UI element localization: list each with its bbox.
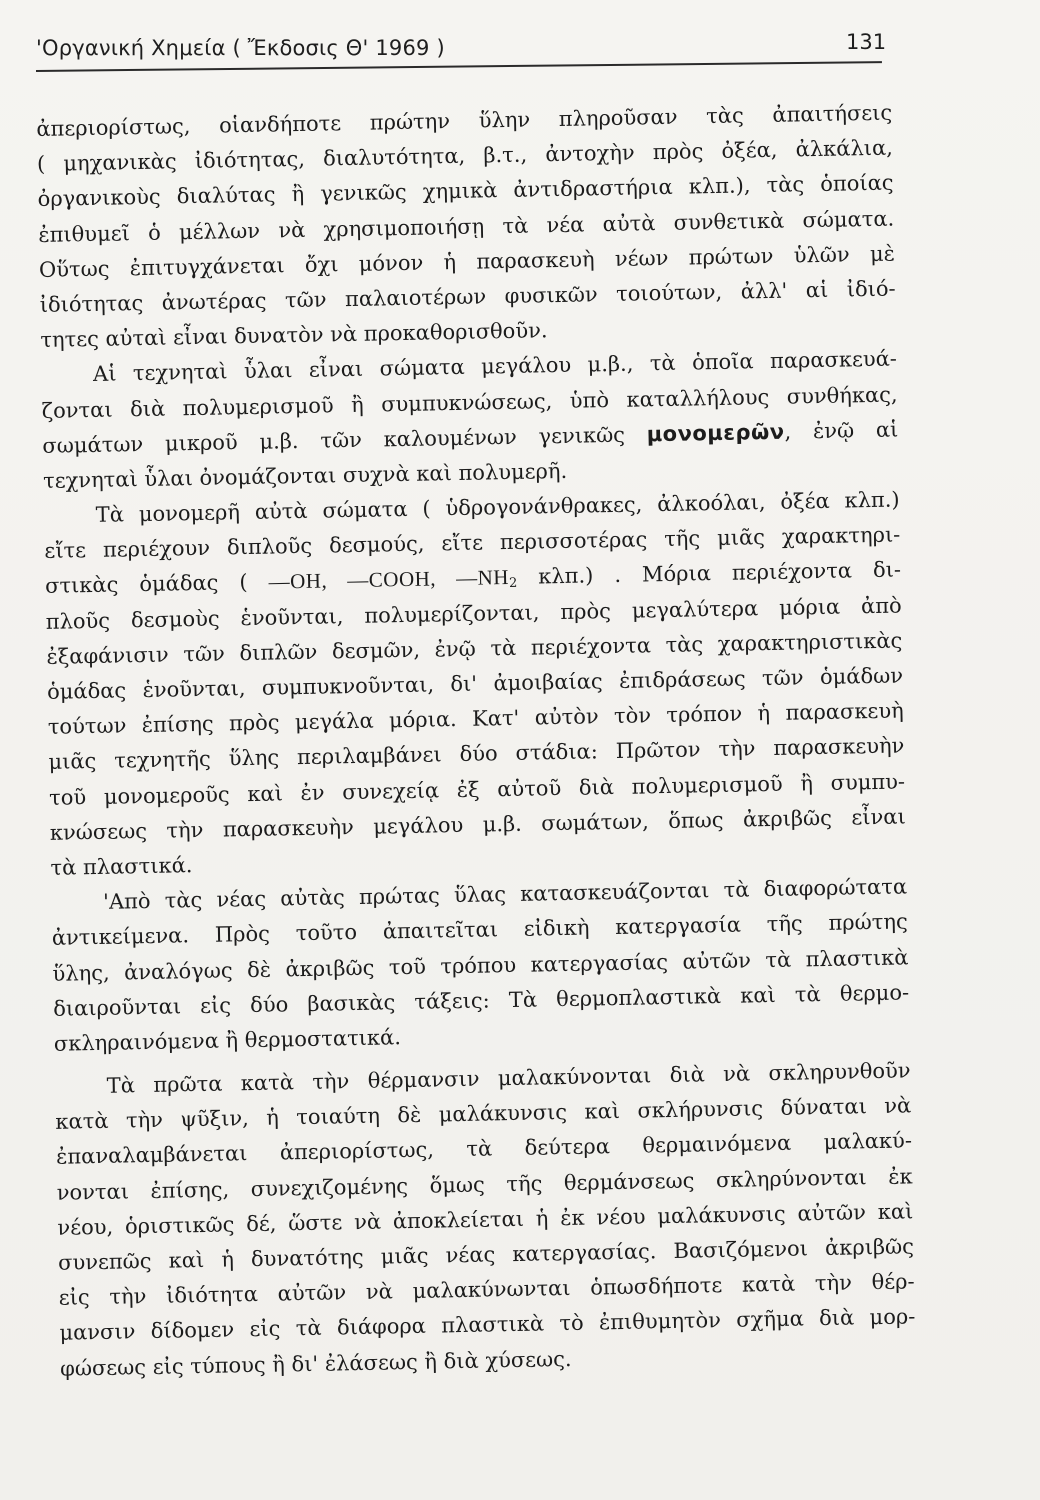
text-line: ζονται διὰ πολυμερισμοῦ ἢ συμπυκνώσεως, ὑπὸ καταλλήλους συνθήκας, xyxy=(41,382,898,423)
text-line: συνεπῶς καὶ ἡ δυνατότης μιᾶς νέας κατεργασίας. Βασιζόμενοι ἀκριβῶς xyxy=(57,1234,915,1275)
running-head: 'Οργανική Χημεία ( Ἔκδοσις Θ' 1969 ) xyxy=(36,36,445,60)
line-segment: κλπ.) . Μόρια περιέχοντα δι- xyxy=(516,557,902,590)
text-line: διαιροῦνται εἰς δύο βασικὰς τάξεις: Τὰ θερμοπλαστικὰ καὶ τὰ θερμο- xyxy=(52,980,910,1021)
chemical-formula: —OH, —COOH, —NH xyxy=(268,565,510,595)
body-text xyxy=(36,95,920,1386)
text-line: σκληραινόμενα ἢ θερμοστατικά. xyxy=(53,1025,402,1056)
text-line: ὕλης, ἀναλόγως δὲ ἀκριβῶς τοῦ τρόπου κατεργασίας αὐτῶν τὰ πλαστικὰ xyxy=(52,944,909,986)
emphasized-term: μονομερῶν xyxy=(646,419,785,447)
text-line: Οὕτως ἐπιτυγχάνεται ὄχι μόνον ἡ παρασκευὴ νέων πρώτων ὑλῶν μὲ xyxy=(38,241,896,282)
text-line: τητες αὐταὶ εἶναι δυνατὸν νὰ προκαθορισθοῦν. xyxy=(40,318,548,353)
text-line: νέου, ὁριστικῶς δέ, ὥστε νὰ ἀποκλείεται ἡ ἐκ νέου μαλάκυνσις αὐτῶν καὶ xyxy=(57,1199,914,1240)
text-line: ὁμάδας ἑνοῦνται, συμπυκνοῦνται, δι' ἀμοιβαίας ἐπιδράσεως τῶν ὁμάδων xyxy=(46,663,904,704)
text-line: Αἱ τεχνηταὶ ὗλαι εἶναι σώματα μεγάλου μ.β., τὰ ὁποῖα παρασκευά- xyxy=(92,346,898,387)
text-line: τεχνηταὶ ὗλαι ὀνομάζονται συχνὰ καὶ πολυμερῆ. xyxy=(42,458,568,493)
text-line: ἐξαφάνισιν τῶν διπλῶν δεσμῶν, ἐνῷ τὰ περιέχοντα τὰς χαρακτηριστικὰς xyxy=(46,628,903,669)
text-line: πλοῦς δεσμοὺς ἑνοῦνται, πολυμερίζονται, πρὸς μεγαλύτερα μόρια ἀπὸ xyxy=(45,593,902,634)
text-line: ἐπαναλαμβάνεται ἀπεριορίστως, τὰ δεύτερα θερμαινόμενα μαλακύ- xyxy=(55,1128,913,1170)
text-line: ἰδιότητας ἀνωτέρας τῶν παλαιοτέρων φυσικῶν τοιούτων, ἀλλ' αἱ ἰδιό- xyxy=(39,276,896,317)
text-line: Τὰ μονομερῆ αὐτὰ σώματα ( ὑδρογονάνθρακες, ἀλκοόλαι, ὀξέα κλπ.) xyxy=(95,487,900,527)
text-line: μιᾶς τεχνητῆς ὕλης περιλαμβάνει δύο στάδια: Πρῶτον τὴν παρασκευὴν xyxy=(48,733,905,775)
text-line: κνώσεως τὴν παρασκευὴν μεγάλου μ.β. σωμάτων, ὅπως ἀκριβῶς εἶναι xyxy=(49,804,906,845)
text-line: ἀντικείμενα. Πρὸς τοῦτο ἀπαιτεῖται εἰδικὴ κατεργασία τῆς πρώτης xyxy=(51,909,908,951)
text-line: τούτων ἐπίσης πρὸς μεγάλα μόρια. Κατ' αὐτὸν τὸν τρόπον ἡ παρασκευὴ xyxy=(47,698,904,740)
text-line: ( μηχανικὰς ἰδιότητας, διαλυτότητα, β.τ., ἀντοχὴν πρὸς ὀξέα, ἀλκάλια, xyxy=(36,135,894,177)
formula-subscript: 2 xyxy=(508,576,518,592)
line-segment: , ἐνῷ αἱ xyxy=(784,417,899,444)
text-line: τὰ πλαστικά. xyxy=(50,853,193,880)
text-line: εἴτε περιέχουν διπλοῦς δεσμούς, εἴτε περισσοτέρας τῆς μιᾶς χαρακτηρι- xyxy=(44,522,901,564)
text-line: ἀπεριορίστως, οἱανδήποτε πρώτην ὕλην πληροῦσαν τὰς ἀπαιτήσεις xyxy=(36,100,893,141)
text-line: εἰς τὴν ἰδιότητα αὐτῶν νὰ μαλακύνωνται ὁπωσδήποτε κατὰ τὴν θέρ- xyxy=(58,1269,915,1310)
text-line: νονται ἐπίσης, συνεχιζομένης ὅμως τῆς θερμάνσεως σκληρύνονται ἐκ xyxy=(56,1163,913,1205)
text-line: κατὰ τὴν ψῦξιν, ἡ τοιαύτη δὲ μαλάκυνσις καὶ σκλήρυνσις δύναται νὰ xyxy=(55,1093,912,1135)
text-line: Τὰ πρῶτα κατὰ τὴν θέρμανσιν μαλακύνονται διὰ νὰ σκληρυνθοῦν xyxy=(106,1058,911,1098)
page-number: 131 xyxy=(846,30,887,54)
line-segment: σωμάτων μικροῦ μ.β. τῶν καλουμένων γενικῶς xyxy=(42,422,647,458)
text-line: μανσιν δίδομεν εἰς τὰ διάφορα πλαστικὰ τὸ ἐπιθυμητὸν σχῆμα διὰ μορ- xyxy=(59,1304,916,1346)
text-line: 'Απὸ τὰς νέας αὐτὰς πρώτας ὕλας κατασκευάζονται τὰ διαφορώτατα xyxy=(102,874,908,914)
text-line: ἐπιθυμεῖ ὁ μέλλων νὰ χρησιμοποιήσῃ τὰ νέα αὐτὰ συνθετικὰ σώματα. xyxy=(38,206,895,247)
line-segment: στικὰς ὁμάδας ( xyxy=(44,570,269,599)
text-line: τοῦ μονομεροῦς καὶ ἐν συνεχείᾳ ἐξ αὐτοῦ διὰ πολυμερισμοῦ ἢ συμπυ- xyxy=(48,769,906,810)
text-line: ὀργανικοὺς διαλύτας ἢ γενικῶς χημικὰ ἀντιδραστήρια κλπ.), τὰς ὁποίας xyxy=(37,170,894,212)
header-rule xyxy=(36,61,882,72)
text-line: φώσεως εἰς τύπους ἢ δι' ἐλάσεως ἢ διὰ χύσεως. xyxy=(59,1346,572,1381)
